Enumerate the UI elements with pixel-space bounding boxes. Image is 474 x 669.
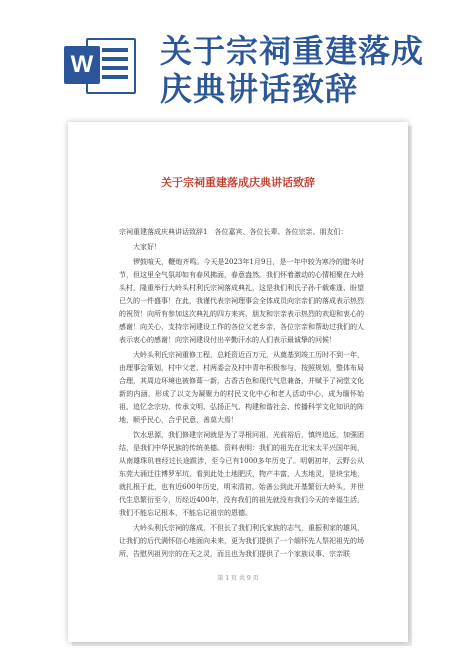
word-letter: W [64, 46, 100, 84]
page-number-footer: 第 1 页 共 9 页 [217, 575, 259, 582]
header-title-line-1: 关于宗祠重建落成 [160, 32, 425, 70]
paragraph: 宗祠重建落成庆典讲话致辞1 各位嘉宾、各位长辈、各位宗亲、朋友们： [119, 228, 348, 236]
paragraph: 大岭头利氏宗祠重修工程，总耗资近百万元，从奠基到竣工历时不到一年，由理事会策划，村中父老、村两委会及村中青年积极参与，按照规划，整体布局合理，其周边环境也被修葺一新，古香古色和现代气息兼备，并赋予了祠堂文化新的内涵，形成了以文为凝聚力的村民文化中心和老人活动中心，成为缅怀始祖、追忆念宗功、传承文明、弘扬正气、构建和谐社会、传播科学文化知识的阵地，顺乎民心，合乎民意，善莫大焉！ [119, 351, 364, 424]
document-page [68, 122, 408, 642]
paragraph: 大家好！ [133, 243, 161, 251]
header-title-line-2: 庆典讲话致辞 [160, 70, 359, 108]
document-title: 关于宗祠重建落成庆典讲话致辞 [161, 176, 315, 189]
word-document-icon [64, 36, 136, 92]
document-body [119, 226, 364, 563]
paragraph: 饮水思源，我们修建宗祠就是为了寻根问祖，光前裕后，慎终追远，加强团结，是我们中华民族的传统美德。资料表明：我们的祖先在北宋太平兴国年间，从南雄珠玑巷经过长途跋涉，至今已有1000多年历史了。明朝初年，云野公从东莞大涌迁往博罗军坑，看到此处土地肥沃，物产丰富，人杰地灵，是块宝地，就扎根于此，也有近600年历史，明末清初，始善公到此开基繁衍大岭头，并世代生息繁衍至今，历经近400年，没有我们的祖先就没有我们今天的幸福生活，我们不能忘记根本，不能忘记祖宗的恩德。 [119, 431, 364, 517]
paragraph: 大岭头利氏宗祠的落成，不但长了我们利氏家族的志气，重振利家的雄风，让我们的后代满怀信心地面向未来，更为我们提供了一个缅怀先人祭祀祖先的场所，告慰列祖列宗的在天之灵，而且也为我们提供了一个家族议事、宗亲联 [119, 524, 364, 558]
header-banner [0, 0, 474, 112]
paragraph: 锣鼓喧天，鞭炮齐鸣。今天是2023年1月9日，是一年中较为寒冷的腊冬时节，但这里全气氛却如有春风拂面，春意盎然。我们怀着激动的心情相聚在大岭头村，隆重举行大岭头村利氏宗祠落成典礼，这是我们利氏子孙千载难逢、盼望已久的一件盛事！在此，我谨代表宗祠理事会全体成员向宗亲们的落成表示热烈的祝贺！向所有参加这次典礼的四方来宾、朋友和宗亲表示热烈的欢迎和衷心的感谢！向关心、支持宗祠建设工作的各位父老乡亲、各位宗亲和帮助过我们的人表示衷心的感谢！向宗祠建设付出辛勤汗水的人们表示最诚挚的问候！ [119, 258, 364, 344]
